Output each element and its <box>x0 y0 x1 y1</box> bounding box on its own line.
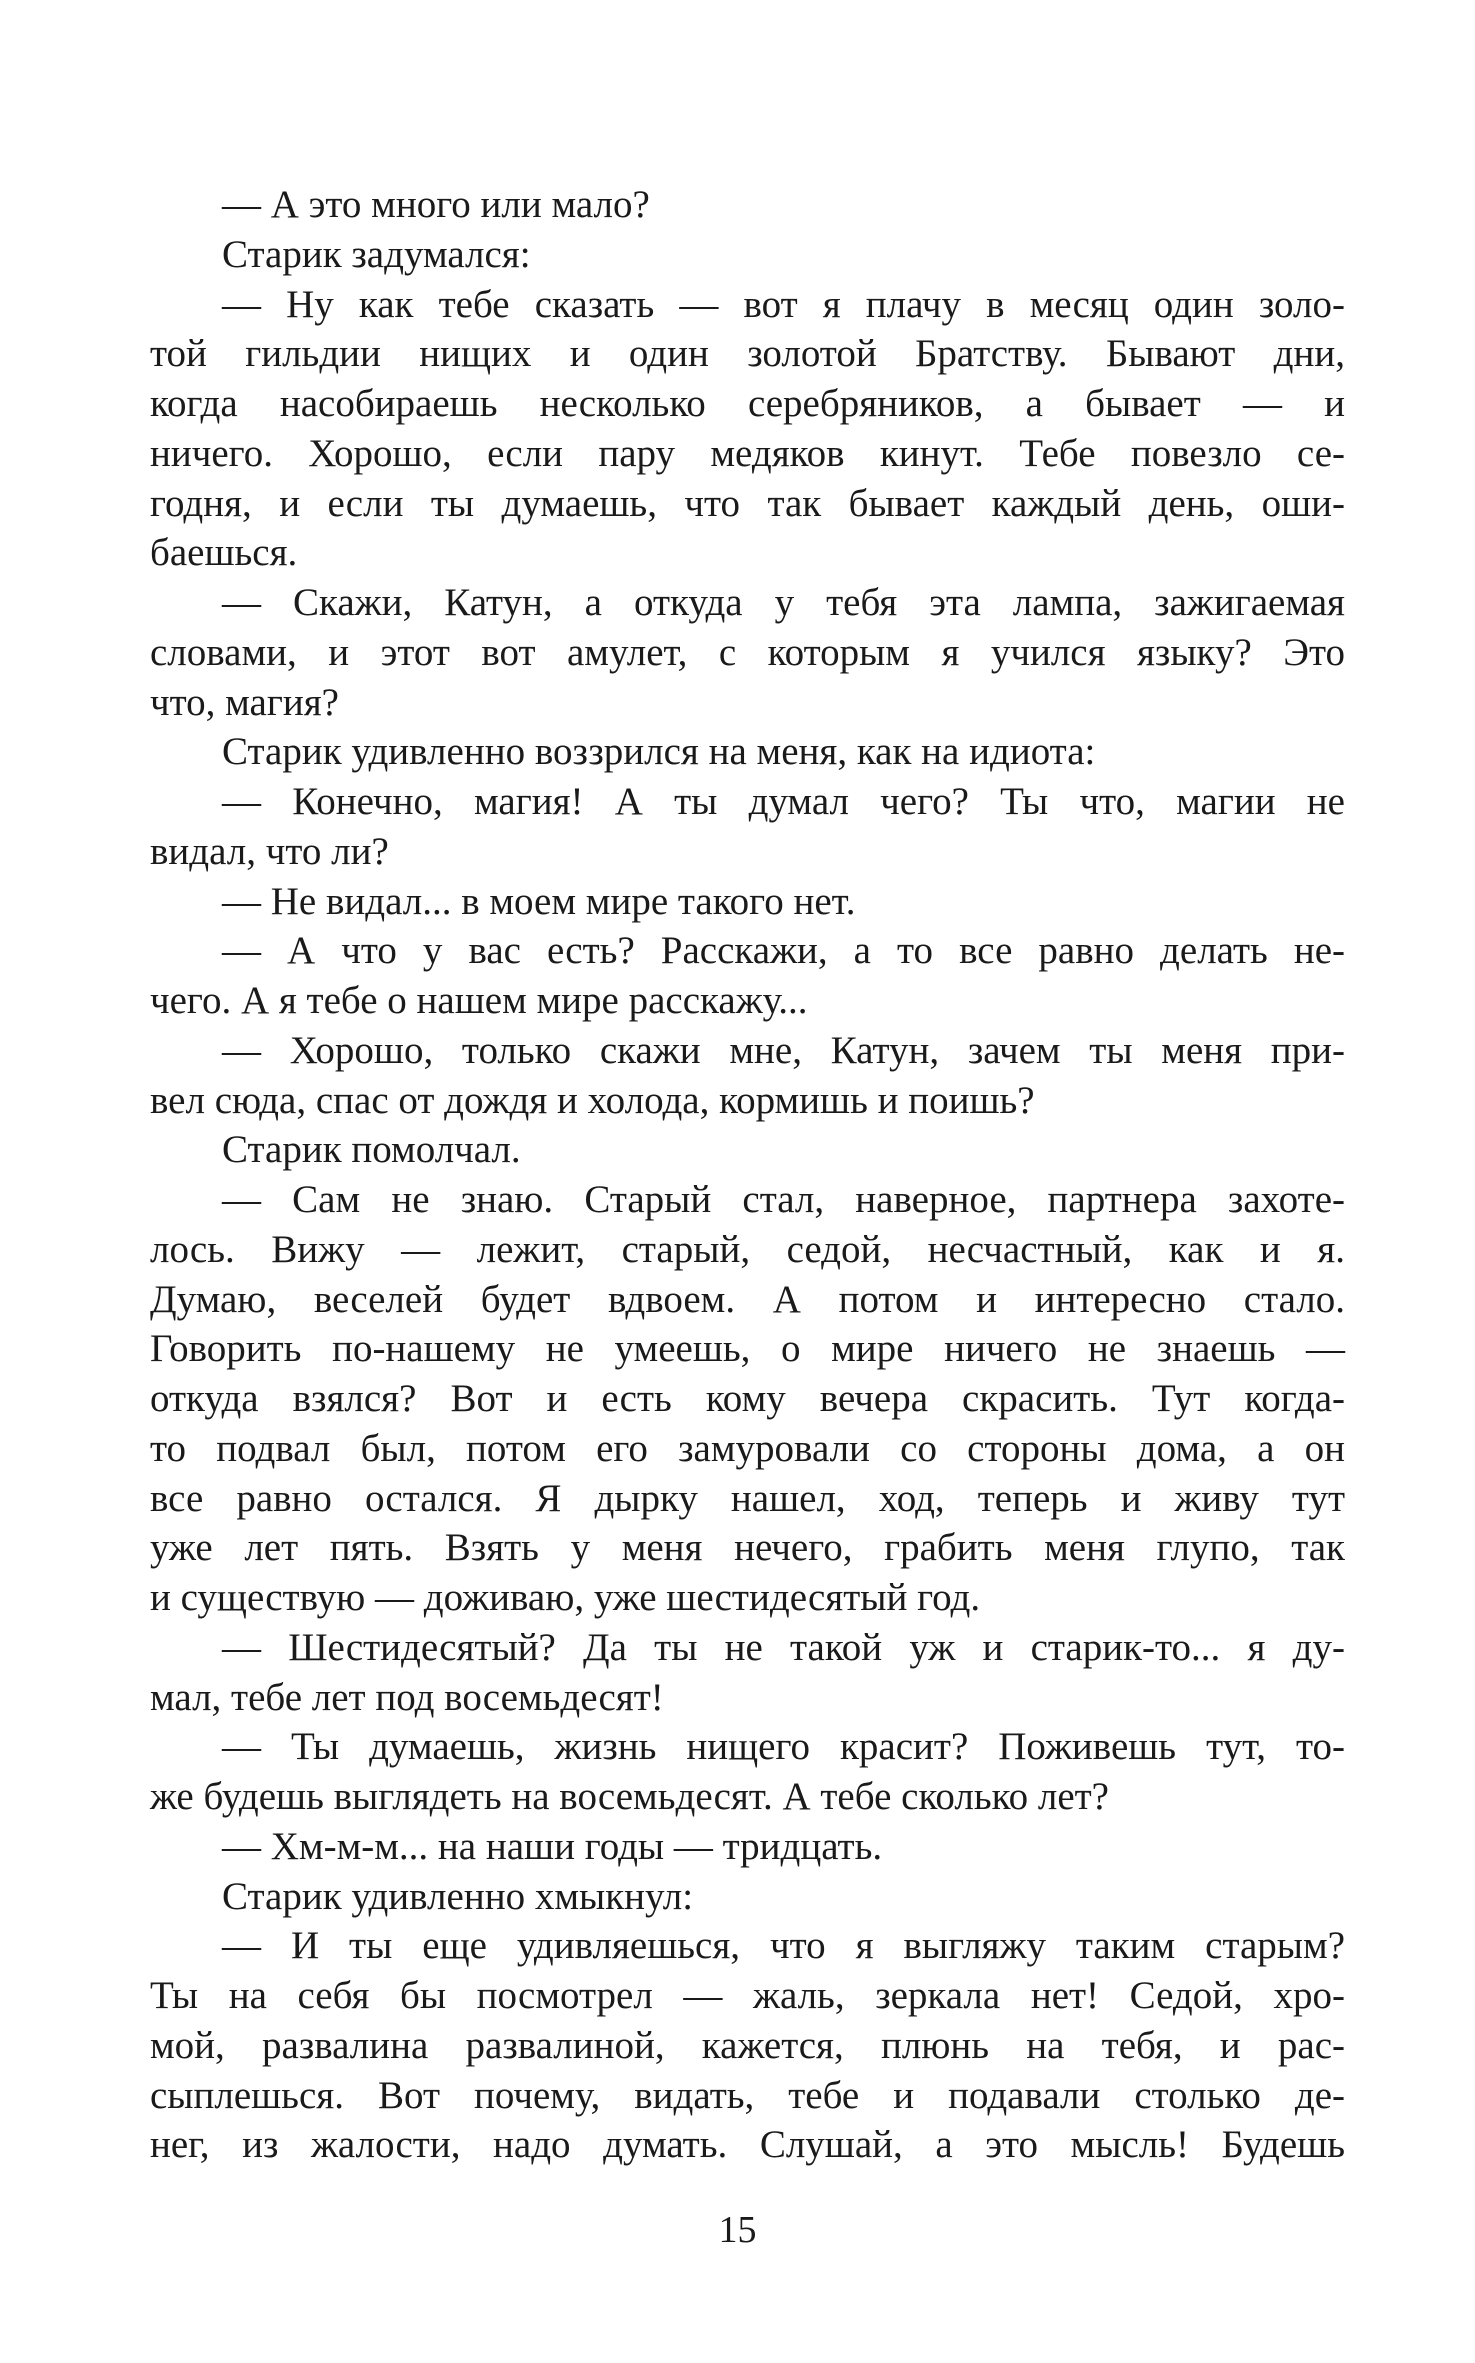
text-line: сыплешься. Вот почему, видать, тебе и подавали столько де- <box>150 2073 1345 2117</box>
text-line: откуда взялся? Вот и есть кому вечера скрасить. Тут когда- <box>150 1377 1345 1420</box>
text-line: мой, развалина развалиной, кажется, плюнь на тебя, и рас- <box>150 2023 1345 2067</box>
text-line: — И ты еще удивляешься, что я выгляжу таким старым? <box>222 1924 1345 1968</box>
text-line: Старик удивленно хмыкнул: <box>222 1874 694 1918</box>
text-line: — Ты думаешь, жизнь нищего красит? Поживешь тут, то- <box>222 1725 1345 1769</box>
page-body <box>150 180 1345 2170</box>
text-line: — Не видал... в моем мире такого нет. <box>222 879 856 923</box>
text-line: Старик удивленно воззрился на меня, как на идиота: <box>222 730 1096 774</box>
text-line: — Хорошо, только скажи мне, Катун, зачем ты меня при- <box>222 1028 1345 1072</box>
text-line: — Ну как тебе сказать — вот я плачу в месяц один золо- <box>222 282 1345 326</box>
text-line: Старик задумался: <box>222 232 531 276</box>
text-line: лось. Вижу — лежит, старый, седой, несчастный, как и я. <box>150 1227 1345 1271</box>
text-line: — Скажи, Катун, а откуда у тебя эта лампа, зажигаемая <box>222 581 1345 624</box>
text-line: словами, и этот вот амулет, с которым я учился языку? Это <box>150 630 1345 674</box>
text-line: нег, из жалости, надо думать. Слушай, а это мысль! Будешь <box>150 2123 1345 2167</box>
text-line: же будешь выглядеть на восемьдесят. А тебе сколько лет? <box>150 1775 1109 1818</box>
text-line: Старик помолчал. <box>222 1128 521 1172</box>
text-line: той гильдии нищих и один золотой Братству. Бывают дни, <box>150 332 1345 376</box>
text-line: что, магия? <box>150 680 339 724</box>
text-line: вел сюда, спас от дождя и холода, кормишь и поишь? <box>150 1078 1035 1122</box>
text-line: то подвал был, потом его замуровали со стороны дома, а он <box>150 1426 1345 1470</box>
text-line: баешься. <box>150 531 298 575</box>
text-line: видал, что ли? <box>150 829 389 873</box>
text-line: — Сам не знаю. Старый стал, наверное, партнера захоте- <box>222 1178 1345 1221</box>
text-line: все равно остался. Я дырку нашел, ход, теперь и живу тут <box>150 1476 1345 1520</box>
text-line: и существую — доживаю, уже шестидесятый год. <box>150 1576 981 1619</box>
text-line: чего. А я тебе о нашем мире расскажу... <box>150 979 808 1022</box>
text-line: ничего. Хорошо, если пару медяков кинут. Тебе повезло се- <box>150 431 1345 475</box>
text-line: уже лет пять. Взять у меня нечего, грабить меня глупо, так <box>150 1526 1345 1570</box>
page-number: 15 <box>718 2209 757 2251</box>
text-line: — Хм-м-м... на наши годы — тридцать. <box>222 1824 883 1868</box>
text-line: когда насобираешь несколько серебряников, а бывает — и <box>150 382 1345 425</box>
text-line: — Конечно, магия! А ты думал чего? Ты что, магии не <box>222 780 1345 823</box>
text-line: Говорить по-нашему не умеешь, о мире ничего не знаешь — <box>150 1327 1345 1371</box>
text-line: — А это много или мало? <box>222 183 650 226</box>
text-line: Думаю, веселей будет вдвоем. А потом и интересно стало. <box>150 1277 1345 1321</box>
text-line: — А что у вас есть? Расскажи, а то все равно делать не- <box>222 929 1345 973</box>
text-line: Ты на себя бы посмотрел — жаль, зеркала нет! Седой, хро- <box>150 1974 1345 2017</box>
text-line: мал, тебе лет под восемьдесят! <box>150 1675 664 1719</box>
text-line: годня, и если ты думаешь, что так бывает каждый день, оши- <box>150 481 1345 525</box>
text-line: — Шестидесятый? Да ты не такой уж и старик-то... я ду- <box>222 1625 1345 1669</box>
